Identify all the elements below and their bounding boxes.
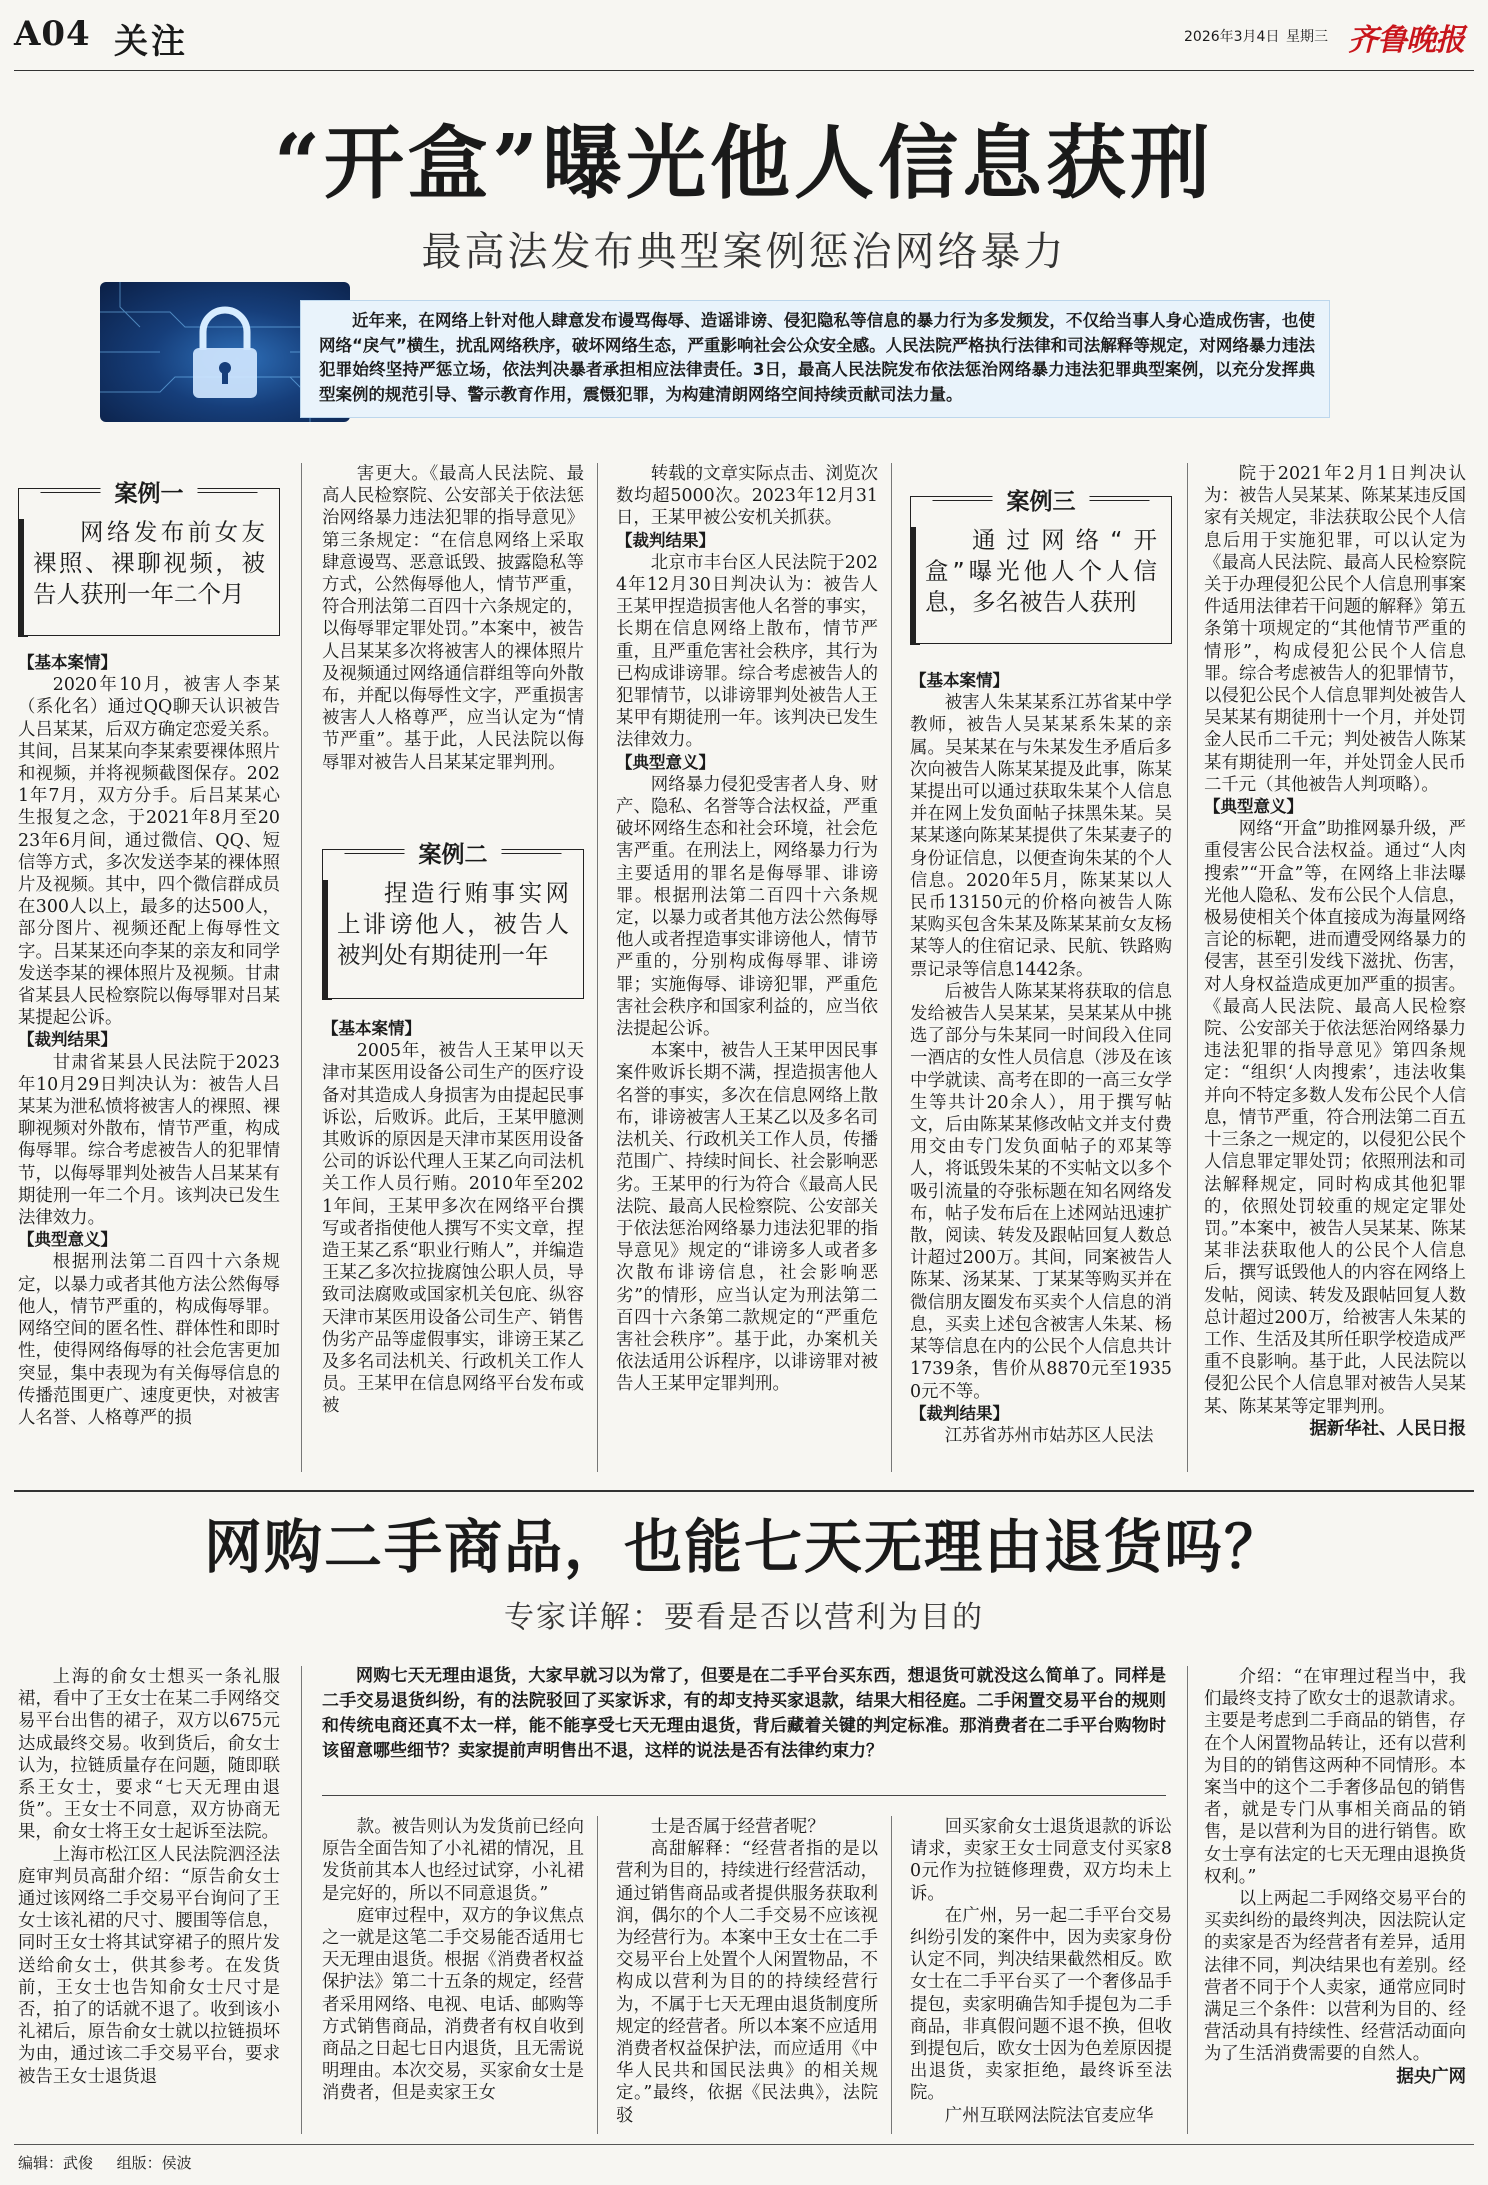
story2-col4 [910,1816,1172,2134]
case3-label: 案例三 [993,483,1090,516]
story2-lead-box [322,1658,1166,1796]
story1-col4 [910,670,1172,1472]
column-rule [301,463,302,1472]
paragraph: 院于2021年2月1日判决认为：被告人吴某某、陈某某违反国家有关规定，非法获取公民个人信息后用于实施犯罪，可以认定为《最高人民法院、最高人民检察院关于办理侵犯公民个人信息刑事案件适用法律若干问题的解释》第五条第十项规定的“其他情节严重的情形”，构成侵犯公民个人信息罪。综合考虑被告人的犯罪情节，以侵犯公民个人信息罪判处被告人吴某某有期徒刑十一个月，并处罚金人民币二千元；判处被告人陈某某有期徒刑一年，并处罚金人民币二千元（其他被告人判项略）。 [1204,464,1466,795]
paragraph: 以上两起二手网络交易平台的买卖纠纷的最终判决，因法院认定的卖家是否为经营者有差异，适用法律不同，判决结果也有差别。经营者不同于个人卖家，通常应同时满足三个条件：以营利为目的、经营活动具有持续性、经营活动面向为了生活消费需要的自然人。 [1204,1889,1466,2065]
story1-col3 [616,463,878,1472]
story-divider [14,1490,1474,1492]
story2-col1 [18,1666,280,2134]
case3-box [910,489,1172,644]
paragraph: 高甜解释：“经营者指的是以营利为目的，持续进行经营活动，通过销售商品或者提供服务获取利润，偶尔的个人二手交易不应该视为经营行为。本案中王女士在二手交易平台上处置个人闲置物品，不构成以营利为目的的持续经营行为，不属于七天无理由退货制度所规定的经营者。所以本案不应适用消费者权益保护法，而应适用《中华人民共和国民法典》的相关规定。”最终，依据《民法典》，法院驳 [616,1839,878,2126]
paragraph: 上海的俞女士想买一条礼服裙，看中了王女士在某二手网络交易平台出售的裙子，双方以675元达成最终交易。收到货后，俞女士认为，拉链质量存在问题，随即联系王女士，要求“七天无理由退货”。王女士不同意，双方协商无果，俞女士将王女士起诉至法院。 [18,1667,280,1843]
masthead-rule [14,70,1474,71]
footer-credits [18,2152,192,2173]
paragraph: 被害人朱某某系江苏省某中学教师，被告人吴某某系朱某的亲属。吴某某在与朱某发生矛盾后多次向被告人陈某某提及此事，陈某某提出可以通过获取朱某个人信息并在网上发负面帖子抹黑朱某。吴某某遂向陈某某提供了朱某妻子的身份证信息，以便查询朱某的个人信息。2020年5月，陈某某以人民币13150元的价格向被告人陈某购买包含朱某及陈某某前女友杨某等人的住宿记录、民航、铁路购票记录等信息1442条。 [910,693,1172,980]
paragraph: 上海市松江区人民法院泗泾法庭审判员高甜介绍：“原告俞女士通过该网络二手交易平台询问了王女士该礼裙的尺寸、腰围等信息，同时王女士将其试穿裙子的照片发送给俞女士，供其参考。在发货前，王女士也告知俞女士尺寸是否，拍了的话就不退了。收到该小礼裙后，原告俞女士就以拉链损坏为由，通过该二手交易平台，要求被告王女士退货退 [18,1844,280,2087]
column-rule [891,463,892,1472]
case2-title: 捏造行贿事实网上诽谤他人，被告人被判处有期徒刑一年 [337,879,569,969]
story1-col2 [322,463,584,821]
story1-lead-box [300,300,1330,418]
story1-col2b [322,1018,584,1472]
story2-col5 [1204,1666,1466,2134]
issue-date: 2026年3月4日 [1184,29,1280,45]
story2-subhead: 专家详解：要看是否以营利为目的 [504,1600,984,1635]
section-heading: 【裁判结果】 [616,530,715,550]
section-heading: 【基本案情】 [322,1019,421,1038]
paragraph: 在广州，另一起二手平台交易纠纷引发的案件中，因为卖家身份认定不同，判决结果截然相反。欧女士在二手平台买了一个奢侈品手提包，卖家明确告知手提包为二手商品，非真假问题不退不换，但收到提包后，欧女士因为色差原因提出退货，卖家拒绝，最终诉至法院。 [910,1905,1172,2104]
story2-lead: 网购七天无理由退货，大家早就习以为常了，但要是在二手平台买东西，想退货可就没这么简单了。同样是二手交易退货纠纷，有的法院驳回了买家诉求，有的却支持买家退款，结果大相径庭。二手闲置交易平台的规则和传统电商还真不太一样，能不能享受七天无理由退货，背后藏着关键的判定标准。那消费者在二手平台购物时该留意哪些细节？卖家提前声明售出不退，这样的说法是否有法律约束力？ [322,1666,1166,1761]
masthead [14,12,1474,76]
story1-subhead: 最高法发布典型案例惩治网络暴力 [421,229,1067,275]
source-credit: 据新华社、人民日报 [1309,1418,1466,1439]
story1-col1 [18,652,280,1472]
story2-headline: 网购二手商品，也能七天无理由退货吗？ [203,1513,1284,1581]
editor-credit: 编辑：武俊 [18,2154,94,2172]
section-heading: 【典型意义】 [616,752,715,772]
source-credit: 据央广网 [1396,2066,1466,2087]
paper-logo: 齐鲁晚报 [1348,23,1464,58]
column-rule [597,1816,598,2134]
column-rule [301,1666,302,2134]
column-rule [1187,463,1188,1472]
paragraph: 后被告人陈某某将获取的信息发给被告人吴某某，吴某某从中挑选了部分与朱某同一时间段入住同一酒店的女性人员信息（涉及在该中学就读、高考在即的一高三女学生等共计20余人），用于撰写帖文，后由陈某某修改帖文并支付费用交由专门发负面帖子的邓某等人，将诋毁朱某的不实帖文以多个吸引流量的夺张标题在知名网络发布，帖子发布后在上述网站迅速扩散，阅读、转发及跟帖回复人数总计超过200万。其间，同案被告人陈某、汤某某、丁某某等购买并在微信朋友圈发布买卖个人信息的消息，买卖上述包含被害人朱某、杨某等信息在内的公民个人信息共计1739条，售价从8870元至19350元不等。 [910,981,1172,1402]
case2-label: 案例二 [405,836,502,869]
paragraph: 广州互联网法院法官麦应华 [944,2105,1154,2126]
section-heading: 【典型意义】 [18,1230,117,1250]
paragraph: 甘肃省某县人民法院于2023年10月29日判决认为：被告人吕某某为泄私愤将被害人的裸照、裸聊视频对外散布，情节严重，构成侮辱罪。综合考虑被告人的犯罪情节，以侮辱罪判处被告人吕某某有期徒刑一年二个月。该判决已发生法律效力。 [18,1052,280,1229]
issue-weekday: 星期三 [1286,29,1328,45]
paragraph: 回买家俞女士退货退款的诉讼请求，卖家王女士同意支付买家80元作为拉链修理费，双方均未上诉。 [910,1817,1172,1904]
paragraph: 本案中，被告人王某甲因民事案件败诉长期不满，捏造损害他人名誉的事实，多次在信息网络上散布，诽谤被害人王某乙以及多名司法机关、行政机关工作人员，传播范围广、持续时间长、社会影响恶劣。王某甲的行为符合《最高人民法院、最高人民检察院、公安部关于依法惩治网络暴力违法犯罪的指导意见》规定的“诽谤多人或者多次散布诽谤信息，社会影响恶劣”的情形，应当认定为刑法第二百四十六条第二款规定的“严重危害社会秩序”。基于此，办案机关依法适用公诉程序，以诽谤罪对被告人王某甲定罪判刑。 [616,1041,878,1395]
story2-col3 [616,1816,878,2134]
case1-title: 网络发布前女友裸照、裸聊视频，被告人获刑一年二个月 [33,518,265,608]
column-rule [1187,1666,1188,2134]
paragraph: 害更大。《最高人民法院、最高人民检察院、公安部关于依法惩治网络暴力违法犯罪的指导意见》第三条规定：“在信息网络上采取肆意谩骂、恶意诋毁、披露隐私等方式，公然侮辱他人，情节严重，符合刑法第二百四十六条规定的，以侮辱罪定罪处罚。”本案中，被告人吕某某多次将被害人的裸体照片及视频通过网络通信群组等向外散布，并配以侮辱性文字，严重损害被害人人格尊严，应当认定为“情节严重”。基于此，人民法院以侮辱罪对被告人吕某某定罪判刑。 [322,464,584,773]
paragraph: 江苏省苏州市姑苏区人民法 [944,1425,1154,1446]
paragraph: 网络暴力侵犯受害者人身、财产、隐私、名誉等合法权益，严重破坏网络生态和社会环境，社会危害严重。在刑法上，网络暴力行为主要适用的罪名是侮辱罪、诽谤罪。根据刑法第二百四十六条规定，以暴力或者其他方法公然侮辱他人或者捏造事实诽谤他人，情节严重的，分别构成侮辱罪、诽谤罪；实施侮辱、诽谤犯罪，严重危害社会秩序和国家利益的，应当依法提起公诉。 [616,774,878,1040]
paragraph: 介绍：“在审理过程当中，我们最终支持了欧女士的退款请求。主要是考虑到二手商品的销售，存在个人闲置物品转让，还有以营利为目的的销售这两种不同情形。本案当中的这个二手奢侈品包的销售者，就是专门从事相关商品的销售，是以营利为目的进行销售。欧女士享有法定的七天无理由退换货权利。” [1204,1667,1466,1887]
paragraph: 2005年，被告人王某甲以天津市某医用设备公司生产的医疗设备对其造成人身损害为由提起民事诉讼，后败诉。此后，王某甲臆测其败诉的原因是天津市某医用设备公司的诉讼代理人王某乙向司法机关工作人员行贿。2010年至2021年间，王某甲多次在网络平台撰写或者指使他人撰写不实文章，捏造王某乙系“职业行贿人”，并编造王某乙多次拉拢腐蚀公职人员，导致司法腐败或国家机关包庇、纵容天津市某医用设备公司生产、销售伪劣产品等虚假事实，诽谤王某乙及多名司法机关、行政机关工作人员。王某甲在信息网络平台发布或被 [322,1041,584,1417]
column-rule [597,463,598,1472]
case1-label: 案例一 [101,475,198,508]
section-heading: 【典型意义】 [1204,797,1303,817]
paragraph: 款。被告则认为发货前已经向原告全面告知了小礼裙的情况，且发货前其本人也经过试穿，小礼裙是完好的，所以不同意退货。” [322,1817,584,1904]
paragraph: 根据刑法第二百四十六条规定，以暴力或者其他方法公然侮辱他人，情节严重的，构成侮辱罪。网络空间的匿名性、群体性和即时性，使得网络侮辱的社会危害更加突显，集中表现为有关侮辱信息的传播范围更广、速度更快，对被害人名誉、人格尊严的损 [18,1252,280,1428]
section-heading: 【基本案情】 [910,671,1009,690]
section-heading: 【基本案情】 [18,653,117,672]
case1-box [18,481,280,636]
paragraph: 网络“开盒”助推网暴升级，严重侵害公民合法权益。通过“人肉搜索”“开盒”等，在网络上非法曝光他人隐私、发布公民个人信息，极易使相关个体直接成为海量网络言论的标靶，进而遭受网络暴力的侵害，甚至引发线下滋扰、伤害，对人身权益造成更加严重的损害。《最高人民法院、最高人民检察院、公安部关于依法惩治网络暴力违法犯罪的指导意见》第四条规定：“组织‘人肉搜索’，违法收集并向不特定多数人发布公民个人信息，情节严重，符合刑法第二百五十三条之一规定的，以侵犯公民个人信息罪定罪处罚；依照刑法和司法解释规定，同时构成其他犯罪的，依照处罚较重的规定定罪处罚。”本案中，被告人吴某某、陈某某非法获取他人的公民个人信息后，撰写诋毁他人的内容在网络上发帖，阅读、转发及跟帖回复人数总计超过200万，给被害人朱某的工作、生活及其所任职学校造成严重不良影响。基于此，人民法院以侵犯公民个人信息罪对被告人吴某某、陈某某等定罪判刑。 [1204,819,1466,1417]
paragraph: 2020年10月，被害人李某（系化名）通过QQ聊天认识被告人吕某某，后双方确定恋爱关系。其间，吕某某向李某索要裸体照片和视频，并将视频截图保存。2021年7月，双方分手。后吕某某心生报复之念，于2021年8月至2023年6月间，通过微信、QQ、短信等方式，多次发送李某的裸体照片及视频。其中，四个微信群成员在300人以上，最多的达500人，部分图片、视频还配上侮辱性文字。吕某某还向李某的亲友和同学发送李某的裸体照片及视频。甘肃省某县人民检察院以侮辱罪对吕某某提起公诉。 [18,675,280,1029]
case3-title: 通过网络“开盒”曝光他人个人信息，多名被告人获刑 [925,526,1157,616]
story2-col2 [322,1816,584,2134]
section-name: 关注 [114,22,188,62]
section-heading: 【裁判结果】 [910,1403,1009,1423]
paragraph: 士是否属于经营者呢？ [650,1817,825,1837]
paragraph: 北京市丰台区人民法院于2024年12月30日判决认为：被告人王某甲捏造损害他人名誉的事实，长期在信息网络上散布，情节严重，且严重危害社会秩序，其行为已构成诽谤罪。综合考虑被告人的犯罪情节，以诽谤罪判处被告人王某甲有期徒刑一年。该判决已发生法律效力。 [616,552,878,751]
column-rule [891,1816,892,2134]
case2-box [322,842,584,999]
layout-credit: 组版：侯波 [116,2154,192,2172]
story1-headline: “开盒”曝光他人信息获刑 [273,116,1215,210]
story1-lead: 近年来，在网络上针对他人肆意发布谩骂侮辱、造谣诽谤、侵犯隐私等信息的暴力行为多发频发，不仅给当事人身心造成伤害，也使网络“戾气”横生，扰乱网络秩序，破坏网络生态，严重影响社会公众安全感。人民法院严格执行法律和司法解释等规定，对网络暴力违法犯罪始终坚持严惩立场，依法判决暴者承担相应法律责任。3日，最高人民法院发布依法惩治网络暴力违法犯罪典型案例，以充分发挥典型案例的规范引导、警示教育作用，震慑犯罪，为构建清朗网络空间持续贡献司法力量。 [319,311,1315,404]
page-number: A04 [14,14,91,54]
story1-col5 [1204,463,1466,1472]
section-heading: 【裁判结果】 [18,1030,117,1050]
paragraph: 转载的文章实际点击、浏览次数均超5000次。2023年12月31日，王某甲被公安机关抓获。 [616,464,878,529]
footer-rule [14,2144,1474,2145]
paragraph: 庭审过程中，双方的争议焦点之一就是这笔二手交易能否适用七天无理由退货。根据《消费者权益保护法》第二十五条的规定，经营者采用网络、电视、电话、邮购等方式销售商品，消费者有权自收到商品之日起七日内退货，且无需说明理由。本次交易，买家俞女士是消费者，但是卖家王女 [322,1905,584,2104]
